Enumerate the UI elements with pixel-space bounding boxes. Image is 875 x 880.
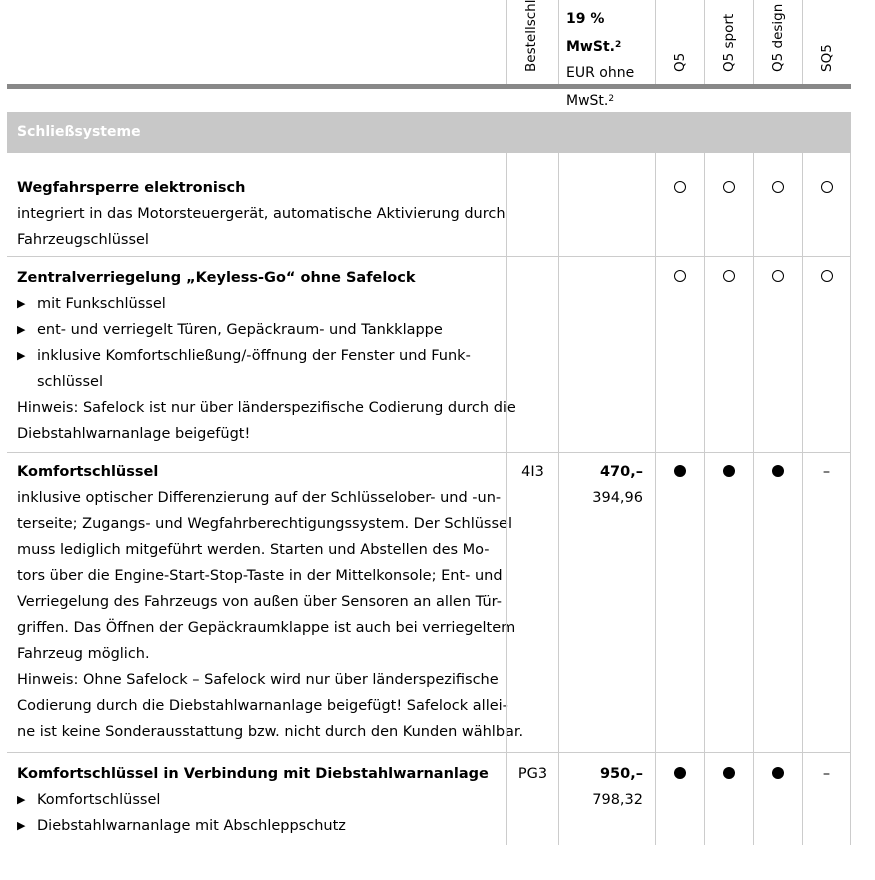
price-cell	[558, 153, 655, 256]
price-cell	[558, 257, 655, 452]
availability-cell	[655, 257, 704, 452]
availability-symbol	[821, 181, 833, 193]
option-text-line: inklusive optischer Differenzierung auf der Schlüsselober- und -un-	[17, 490, 502, 506]
availability-symbol	[772, 767, 784, 779]
option-description	[7, 153, 506, 256]
table-row	[7, 257, 851, 453]
bullet-arrow-icon: ▶	[17, 297, 26, 310]
option-title: Komfortschlüssel	[17, 464, 159, 480]
availability-cell	[802, 753, 851, 845]
option-text-line: Codierung durch die Diebstahlwarnanlage beigefügt! Safelock allei-	[17, 698, 508, 714]
availability-symbol	[821, 270, 833, 282]
bullet-item: ▶ mit Funkschlüssel	[17, 291, 506, 317]
option-text-line: terseite; Zugangs- und Wegfahrberechtigungssystem. Der Schlüssel	[17, 516, 512, 532]
bullet-arrow-icon: ▶	[17, 819, 26, 832]
table-row	[7, 753, 851, 845]
bullet-continuation: schlüssel	[37, 374, 103, 390]
option-text-line: Diebstahlwarnanlage beigefügt!	[17, 426, 251, 442]
availability-symbol	[723, 181, 735, 193]
price-cell	[558, 453, 655, 752]
option-title: Komfortschlüssel in Verbindung mit Diebstahlwarnanlage	[17, 766, 489, 782]
availability-symbol	[674, 181, 686, 193]
option-title: Zentralverriegelung „Keyless-Go“ ohne Safelock	[17, 270, 416, 286]
order-code-cell	[506, 257, 558, 452]
availability-cell	[802, 453, 851, 752]
option-text-line: integriert in das Motorsteuergerät, automatische Aktivierung durch	[17, 206, 506, 222]
availability-cell	[753, 257, 802, 452]
option-text-line: muss lediglich mitgeführt werden. Starten und Abstellen des Mo-	[17, 542, 490, 558]
availability-cell	[753, 153, 802, 256]
availability-cell	[753, 453, 802, 752]
model-column-header-q5-design	[753, 0, 802, 84]
header-divider	[7, 84, 851, 89]
bullet-item: ▶ Komfortschlüssel	[17, 787, 506, 813]
bullet-item: ▶ Diebstahlwarnanlage mit Abschleppschutz	[17, 813, 506, 839]
availability-cell	[802, 257, 851, 452]
bullet-arrow-icon: ▶	[17, 793, 26, 806]
availability-symbol	[674, 270, 686, 282]
option-text-line: griffen. Das Öffnen der Gepäckraumklappe ist auch bei verriegeltem	[17, 620, 516, 636]
model-header-label: Q5 design	[770, 3, 786, 72]
availability-cell	[655, 453, 704, 752]
model-header-label: Q5 sport	[721, 13, 737, 72]
order-code-cell: 4I3	[506, 453, 558, 752]
price-net: 798,32	[592, 792, 643, 808]
order-code-header-label: Bestellschl	[523, 0, 539, 72]
model-header-label: SQ5	[819, 44, 835, 72]
bullet-arrow-icon: ▶	[17, 349, 26, 362]
option-text-line: tors über die Engine-Start-Stop-Taste in der Mittelkonsole; Ent- und	[17, 568, 503, 584]
availability-cell	[704, 453, 753, 752]
bullet-item: ▶ ent- und verriegelt Türen, Gepäckraum- und Tankklappe	[17, 317, 506, 343]
option-text-line: Hinweis: Safelock ist nur über länderspezifische Codierung durch die	[17, 400, 516, 416]
bullet-item: ▶ inklusive Komfortschließung/-öffnung der Fenster und Funk-	[17, 343, 506, 369]
availability-symbol	[674, 465, 686, 477]
availability-symbol	[772, 181, 784, 193]
table-row	[7, 153, 851, 257]
availability-cell	[704, 257, 753, 452]
availability-symbol	[723, 767, 735, 779]
availability-symbol	[723, 270, 735, 282]
availability-cell	[704, 153, 753, 256]
availability-symbol	[674, 767, 686, 779]
availability-symbol: –	[822, 464, 831, 480]
model-column-header-q5-sport	[704, 0, 753, 84]
option-text-line: ne ist keine Sonderausstattung bzw. nicht durch den Kunden wählbar.	[17, 724, 524, 740]
availability-cell	[655, 153, 704, 256]
order-code-cell: PG3	[506, 753, 558, 845]
option-description	[7, 753, 506, 845]
availability-symbol	[772, 465, 784, 477]
price-net-header-line1: EUR ohne	[566, 65, 635, 81]
order-code-column-header	[506, 0, 558, 84]
price-gross: 950,–	[599, 766, 643, 782]
availability-symbol	[772, 270, 784, 282]
price-net: 394,96	[592, 490, 643, 506]
availability-symbol	[723, 465, 735, 477]
option-title: Wegfahrsperre elektronisch	[17, 180, 246, 196]
bullet-arrow-icon: ▶	[17, 323, 26, 336]
price-gross-header: 19 % MwSt.$^2$	[566, 11, 622, 55]
option-text-line: Hinweis: Ohne Safelock – Safelock wird nur über länderspezifische	[17, 672, 499, 688]
order-code-cell	[506, 153, 558, 256]
availability-cell	[655, 753, 704, 845]
model-column-header-q5	[655, 0, 704, 84]
price-net-header-line2: MwSt.$^2$	[566, 93, 615, 109]
model-header-label: Q5	[672, 52, 688, 72]
price-column-header	[558, 0, 655, 109]
section-header: Schließsysteme	[7, 112, 851, 153]
option-text-line: Fahrzeug möglich.	[17, 646, 150, 662]
option-description	[7, 453, 524, 752]
table-row	[7, 453, 851, 753]
model-column-header-sq5	[802, 0, 851, 84]
price-gross: 470,–	[599, 464, 643, 480]
option-text-line: Fahrzeugschlüssel	[17, 232, 149, 248]
availability-cell	[802, 153, 851, 256]
availability-symbol: –	[822, 766, 831, 782]
option-description	[7, 257, 516, 452]
option-text-line: Verriegelung des Fahrzeugs von außen über Sensoren an allen Tür-	[17, 594, 502, 610]
table-header	[0, 0, 875, 109]
availability-cell	[704, 753, 753, 845]
price-cell	[558, 753, 655, 845]
availability-cell	[753, 753, 802, 845]
